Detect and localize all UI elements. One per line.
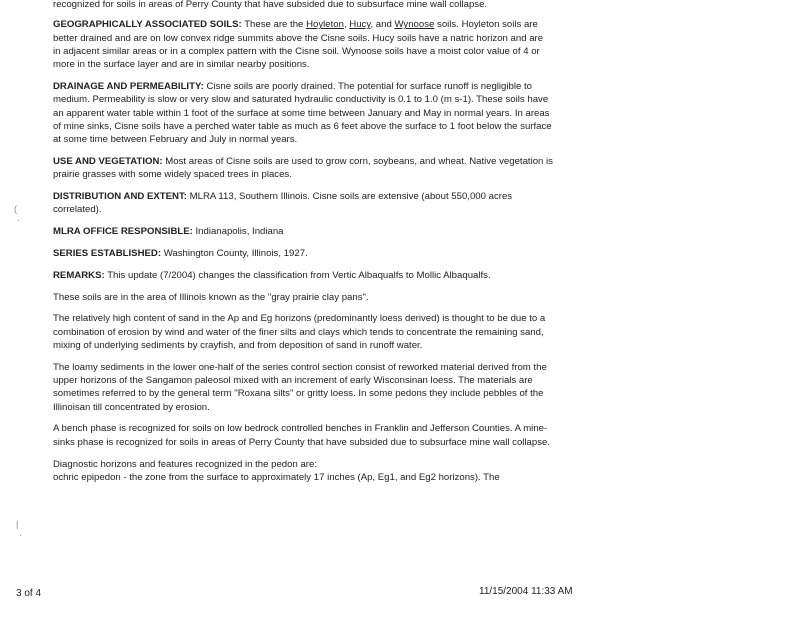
section-text: , and	[370, 19, 395, 31]
remarks-gray-prairie: These soils are in the area of Illinois known as the "gray prairie clay pans".	[53, 291, 369, 303]
scan-mark: |	[16, 519, 19, 529]
document-body	[53, 0, 553, 484]
diagnostic-line: ochric epipedon - the zone from the surface to approximately 17 inches (Ap, Eg1, and Eg2 horizons). The	[53, 471, 500, 483]
section-text: ,	[343, 19, 350, 31]
soil-link-wynoose[interactable]: Wynoose	[394, 19, 435, 31]
use-vegetation-section	[53, 155, 553, 182]
section-text: MLRA 113, Southern Illinois. Cisne soils are extensive (about 550,000 acres correlated).	[53, 191, 513, 216]
diagnostic-heading: Diagnostic horizons and features recognized in the pedon are:	[53, 458, 317, 470]
scan-mark: (	[14, 204, 17, 214]
scan-mark: ·	[19, 530, 22, 540]
remarks-section	[53, 269, 553, 282]
section-heading: GEOGRAPHICALLY ASSOCIATED SOILS:	[53, 19, 242, 31]
remarks-bench-phase: A bench phase is recognized for soils on low bedrock controlled benches in Franklin and Jefferson Counties. A mine-sinks phase is recognized for soils in areas of Perry County that have subsided due to subsurface mine wall collapse.	[53, 423, 551, 448]
section-heading: REMARKS:	[53, 269, 105, 281]
section-text: Washington County, Illinois, 1927.	[161, 247, 308, 259]
scan-mark: ·	[17, 215, 20, 225]
section-text: These are the	[241, 19, 307, 31]
page-number: 3 of 4	[16, 588, 42, 599]
series-established-section	[53, 247, 553, 260]
soil-link-hoyleton[interactable]: Hoyleton	[306, 19, 344, 31]
section-text: Most areas of Cisne soils are used to grow corn, soybeans, and wheat. Native vegetation is prairie grasses with some widely spaced trees in places.	[53, 155, 553, 181]
remarks-loamy-sediments: The loamy sediments in the lower one-half of the series control section consist of reworked material derived from the upper horizons of the Sangamon paleosol mixed with an increment of early Wisconsinan loess. The materials are sometimes referred to by the general term "Roxana silts" or gritty loess. In some pedons they include pebbles of the Illinoisan till concentrated by erosion.	[53, 361, 547, 413]
section-text: This update (7/2004) changes the classification from Vertic Albaqualfs to Mollic Albaqualfs.	[104, 269, 491, 281]
section-heading: SERIES ESTABLISHED:	[53, 247, 162, 259]
section-heading: DISTRIBUTION AND EXTENT:	[53, 191, 187, 203]
print-timestamp: 11/15/2004 11:33 AM	[479, 586, 573, 597]
section-text: soils. Hoyleton soils are better drained and are on low convex ridge summits above the Cisne soils. Hucy soils have a natric horizon and are in adjacent similar areas or in a complex pattern with the Cisne soil. Wynoose soils have a moist color value of 4 or more in the surface layer and are in similar nearby positions.	[53, 19, 544, 71]
intro-fragment: recognized for soils in areas of Perry County that have subsided due to subsurface mine wall collapse.	[53, 0, 488, 10]
geographically-associated-soils-section	[53, 18, 553, 71]
mlra-office-section	[53, 225, 553, 238]
section-text: Indianapolis, Indiana	[192, 226, 284, 238]
section-heading: MLRA OFFICE RESPONSIBLE:	[53, 226, 193, 238]
soil-link-hucy[interactable]: Hucy	[349, 19, 371, 31]
section-text: Cisne soils are poorly drained. The potential for surface runoff is negligible to medium. Permeability is slow or very slow and saturated hydraulic conductivity is 0.1 to 1.0 (m s-1). These soils have an apparent water table within 1 foot of the surface at some time between January and May in normal years. In areas of mine sinks, Cisne soils have a perched water table as much as 6 feet above the surface to 1 foot below the surface at some time between February and July in normal years.	[53, 80, 552, 146]
section-heading: USE AND VEGETATION:	[53, 155, 163, 167]
distribution-extent-section	[53, 190, 553, 217]
remarks-sand-content: The relatively high content of sand in the Ap and Eg horizons (predominantly loess derived) is thought to be due to a combination of erosion by wind and water of the finer silts and clays which tends to concentrate the remaining sand, mixing of underlying sediments by crayfish, and from deposition of sand in runoff water.	[53, 313, 546, 351]
drainage-permeability-section	[53, 80, 553, 146]
section-heading: DRAINAGE AND PERMEABILITY:	[53, 80, 204, 92]
